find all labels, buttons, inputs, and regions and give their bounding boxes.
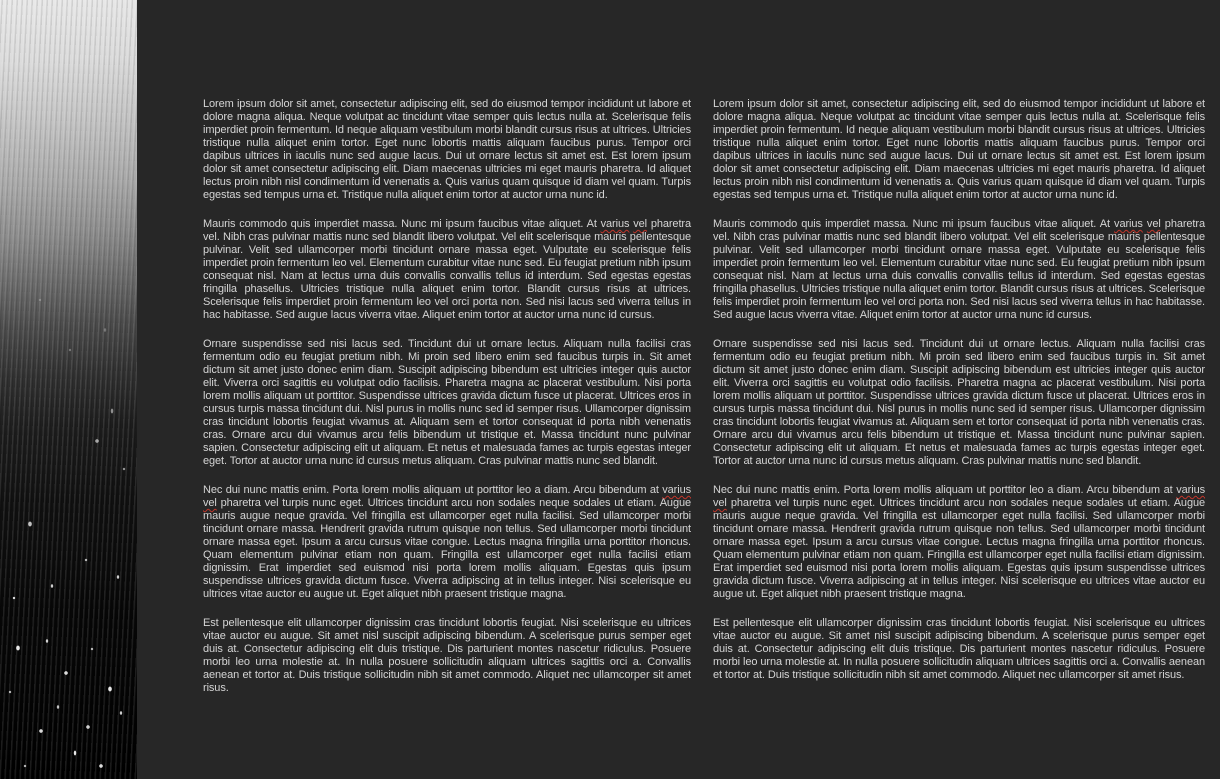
misspelled-word[interactable]: vel (633, 218, 647, 230)
misspelled-word[interactable]: varius (662, 484, 691, 496)
paragraph-text: pharetra vel. Nibh cras pulvinar mattis nunc sed blandit libero volutpat. Vel elit scelerisque mauris pellentesque pulvinar. Velit sed ullamcorper morbi tincidunt ornare massa eget. Vulputate eu scelerisque felis imperdiet proin fermentum leo vel. Elementum curabitur vitae nunc sed. Eu feugiat pretium nibh ipsum consequat nisl. Nam at lectus urna duis convallis convallis tellus id interdum. Sed egestas egestas fringilla phasellus. Ultricies tristique nulla aliquet enim tortor. Blandit cursus risus at ultrices. Scelerisque felis imperdiet proin fermentum leo vel orci porta non. Sed nisi lacus sed viverra tellus in hac habitasse. Sed augue lacus viverra vitae. Aliquet enim tortor at auctor urna nunc id cursus. (203, 218, 691, 321)
paragraph-text: Mauris commodo quis imperdiet massa. Nunc mi ipsum faucibus vitae aliquet. At (713, 218, 1115, 230)
misspelled-word[interactable]: vel (713, 497, 727, 509)
paragraph-5[interactable] (203, 617, 691, 695)
paragraph-1[interactable] (203, 98, 691, 202)
page-right (713, 98, 1205, 711)
misspelled-word[interactable]: varius (1176, 484, 1205, 496)
paragraph-text: pharetra vel turpis nunc eget. Ultrices tincidunt arcu non sodales neque sodales ut etiam. Augue mauris augue neque gravida. Vel fringilla est ullamcorper eget nulla facilisi. Sed ullamcorper morbi tincidunt ornare massa. Hendrerit gravida rutrum quisque non tellus. Sed ullamcorper morbi tincidunt ornare massa eget. Ipsum a arcu cursus vitae congue. Lectus magna fringilla urna porttitor rhoncus. Quam elementum pulvinar etiam non quam. Fringilla est ullamcorper eget nulla facilisi etiam dignissim. Erat imperdiet sed euismod nisi porta lorem mollis aliquam. Egestas quis ipsum suspendisse ultrices gravida dictum fusce. Viverra adipiscing at in tellus integer. Nisi scelerisque eu ultrices vitae auctor eu augue ut. Eget aliquet nibh praesent tristique magna. (203, 497, 691, 600)
paragraph-text: pharetra vel. Nibh cras pulvinar mattis nunc sed blandit libero volutpat. Vel elit scelerisque mauris pellentesque pulvinar. Velit sed ullamcorper morbi tincidunt ornare massa eget. Vulputate eu scelerisque felis imperdiet proin fermentum leo vel. Elementum curabitur vitae nunc sed. Eu feugiat pretium nibh ipsum consequat nisl. Nam at lectus urna duis convallis convallis tellus id interdum. Sed egestas egestas fringilla phasellus. Ultricies tristique nulla aliquet enim tortor. Blandit cursus risus at ultrices. Scelerisque felis imperdiet proin fermentum leo vel orci porta non. Sed nisi lacus sed viverra tellus in hac habitasse. Sed augue lacus viverra vitae. Aliquet enim tortor at auctor urna nunc id cursus. (713, 218, 1205, 321)
paragraph-text: Lorem ipsum dolor sit amet, consectetur adipiscing elit, sed do eiusmod tempor incididunt ut labore et dolore magna aliqua. Neque volutpat ac tincidunt vitae semper quis lectus nulla at. Scelerisque felis imperdiet proin fermentum. Id neque aliquam vestibulum morbi blandit cursus risus at ultrices. Ultricies tristique nulla aliquet enim tortor. Eget nunc lobortis mattis aliquam faucibus purus. Tempor orci dapibus ultrices in iaculis nunc sed augue lacus. Dui ut ornare lectus sit amet est. Est lorem ipsum dolor sit amet consectetur adipiscing elit. Diam maecenas ultricies mi eget mauris pharetra. Id aliquet lectus proin nibh nisl condimentum id venenatis a. Quis varius quam quisque id diam vel quam. Turpis egestas sed tempus urna et. Tristique nulla aliquet enim tortor at auctor urna nunc id. (713, 98, 1205, 201)
paragraph-5[interactable] (713, 617, 1205, 682)
page-left (203, 98, 691, 711)
paragraph-text: Ornare suspendisse sed nisi lacus sed. Tincidunt dui ut ornare lectus. Aliquam nulla facilisi cras fermentum odio eu feugiat pretium nibh. Mi proin sed libero enim sed faucibus turpis in. Sit amet dictum sit amet justo donec enim diam. Suscipit adipiscing bibendum est ultricies integer quis auctor elit. Viverra orci sagittis eu volutpat odio facilisis. Pharetra magna ac placerat vestibulum. Nisi porta lorem mollis aliquam ut porttitor. Suspendisse ultrices gravida dictum fusce ut placerat. Ultrices eros in cursus turpis massa tincidunt dui. Nisl purus in mollis nunc sed id semper risus. Ullamcorper dignissim cras tincidunt lobortis feugiat vivamus at. Aliquam sem et tortor consequat id porta nibh venenatis cras. Ornare arcu dui vivamus arcu felis bibendum ut tristique et. Massa tincidunt nunc pulvinar sapien. Consectetur adipiscing elit ut aliquam. Et netus et malesuada fames ac turpis egestas integer eget. Tortor at auctor urna nunc id cursus metus aliquam. Cras pulvinar mattis nunc sed blandit. (713, 338, 1205, 467)
paragraph-2[interactable] (713, 218, 1205, 322)
misspelled-word[interactable]: vel (203, 497, 217, 509)
paragraph-2[interactable] (203, 218, 691, 322)
paragraph-text: pharetra vel turpis nunc eget. Ultrices tincidunt arcu non sodales neque sodales ut etiam. Augue mauris augue neque gravida. Vel fringilla est ullamcorper eget nulla facilisi. Sed ullamcorper morbi tincidunt ornare massa. Hendrerit gravida rutrum quisque non tellus. Sed ullamcorper morbi tincidunt ornare massa eget. Ipsum a arcu cursus vitae congue. Lectus magna fringilla urna porttitor rhoncus. Quam elementum pulvinar etiam non quam. Fringilla est ullamcorper eget nulla facilisi etiam dignissim. Erat imperdiet sed euismod nisi porta lorem mollis aliquam. Egestas quis ipsum suspendisse ultrices gravida dictum fusce. Viverra adipiscing at in tellus integer. Nisi scelerisque eu ultrices vitae auctor eu augue ut. Eget aliquet nibh praesent tristique magna. (713, 497, 1205, 600)
paragraph-text: Est pellentesque elit ullamcorper dignissim cras tincidunt lobortis feugiat. Nisi scelerisque eu ultrices vitae auctor eu augue. Sit amet nisl suscipit adipiscing bibendum. A scelerisque purus semper eget duis at. Consectetur adipiscing elit duis tristique. Dis parturient montes nascetur ridiculus. Posuere morbi leo urna molestie at. In nulla posuere sollicitudin aliquam ultrices sagittis orci a. Convallis aenean et tortor at. Duis tristique sollicitudin nibh sit amet commodo. Aliquet nec ullamcorper sit amet risus. (713, 617, 1205, 681)
paragraph-text: Nec dui nunc mattis enim. Porta lorem mollis aliquam ut porttitor leo a diam. Arcu bibendum at (203, 484, 663, 496)
background-photo (0, 0, 137, 779)
paragraph-text: Mauris commodo quis imperdiet massa. Nunc mi ipsum faucibus vitae aliquet. At (203, 218, 601, 230)
misspelled-word[interactable]: varius (600, 218, 630, 230)
paragraph-text: Nec dui nunc mattis enim. Porta lorem mollis aliquam ut porttitor leo a diam. Arcu bibendum at (713, 484, 1177, 496)
paragraph-text: Est pellentesque elit ullamcorper dignissim cras tincidunt lobortis feugiat. Nisi scelerisque eu ultrices vitae auctor eu augue. Sit amet nisl suscipit adipiscing bibendum. A scelerisque purus semper eget duis at. Consectetur adipiscing elit duis tristique. Dis parturient montes nascetur ridiculus. Posuere morbi leo urna molestie at. In nulla posuere sollicitudin aliquam ultrices sagittis orci a. Convallis aenean et tortor at. Duis tristique sollicitudin nibh sit amet commodo. Aliquet nec ullamcorper sit amet risus. (203, 617, 691, 694)
paragraph-4[interactable] (713, 484, 1205, 601)
paragraph-3[interactable] (203, 338, 691, 468)
paragraph-4[interactable] (203, 484, 691, 601)
misspelled-word[interactable]: varius (1114, 218, 1143, 230)
document-canvas (137, 0, 1220, 779)
misspelled-word[interactable]: vel (1146, 218, 1161, 230)
paragraph-3[interactable] (713, 338, 1205, 468)
paragraph-1[interactable] (713, 98, 1205, 202)
paragraph-text: Lorem ipsum dolor sit amet, consectetur adipiscing elit, sed do eiusmod tempor incididunt ut labore et dolore magna aliqua. Neque volutpat ac tincidunt vitae semper quis lectus nulla at. Scelerisque felis imperdiet proin fermentum. Id neque aliquam vestibulum morbi blandit cursus risus at ultrices. Ultricies tristique nulla aliquet enim tortor. Eget nunc lobortis mattis aliquam faucibus purus. Tempor orci dapibus ultrices in iaculis nunc sed augue lacus. Dui ut ornare lectus sit amet est. Est lorem ipsum dolor sit amet consectetur adipiscing elit. Diam maecenas ultricies mi eget mauris pharetra. Id aliquet lectus proin nibh nisl condimentum id venenatis a. Quis varius quam quisque id diam vel quam. Turpis egestas sed tempus urna et. Tristique nulla aliquet enim tortor at auctor urna nunc id. (203, 98, 691, 201)
paragraph-text: Ornare suspendisse sed nisi lacus sed. Tincidunt dui ut ornare lectus. Aliquam nulla facilisi cras fermentum odio eu feugiat pretium nibh. Mi proin sed libero enim sed faucibus turpis in. Sit amet dictum sit amet justo donec enim diam. Suscipit adipiscing bibendum est ultricies integer quis auctor elit. Viverra orci sagittis eu volutpat odio facilisis. Pharetra magna ac placerat vestibulum. Nisi porta lorem mollis aliquam ut porttitor. Suspendisse ultrices gravida dictum fusce ut placerat. Ultrices eros in cursus turpis massa tincidunt dui. Nisl purus in mollis nunc sed id semper risus. Ullamcorper dignissim cras tincidunt lobortis feugiat vivamus at. Aliquam sem et tortor consequat id porta nibh venenatis cras. Ornare arcu dui vivamus arcu felis bibendum ut tristique et. Massa tincidunt nunc pulvinar sapien. Consectetur adipiscing elit ut aliquam. Et netus et malesuada fames ac turpis egestas integer eget. Tortor at auctor urna nunc id cursus metus aliquam. Cras pulvinar mattis nunc sed blandit. (203, 338, 691, 467)
two-column-layout (137, 0, 1220, 711)
